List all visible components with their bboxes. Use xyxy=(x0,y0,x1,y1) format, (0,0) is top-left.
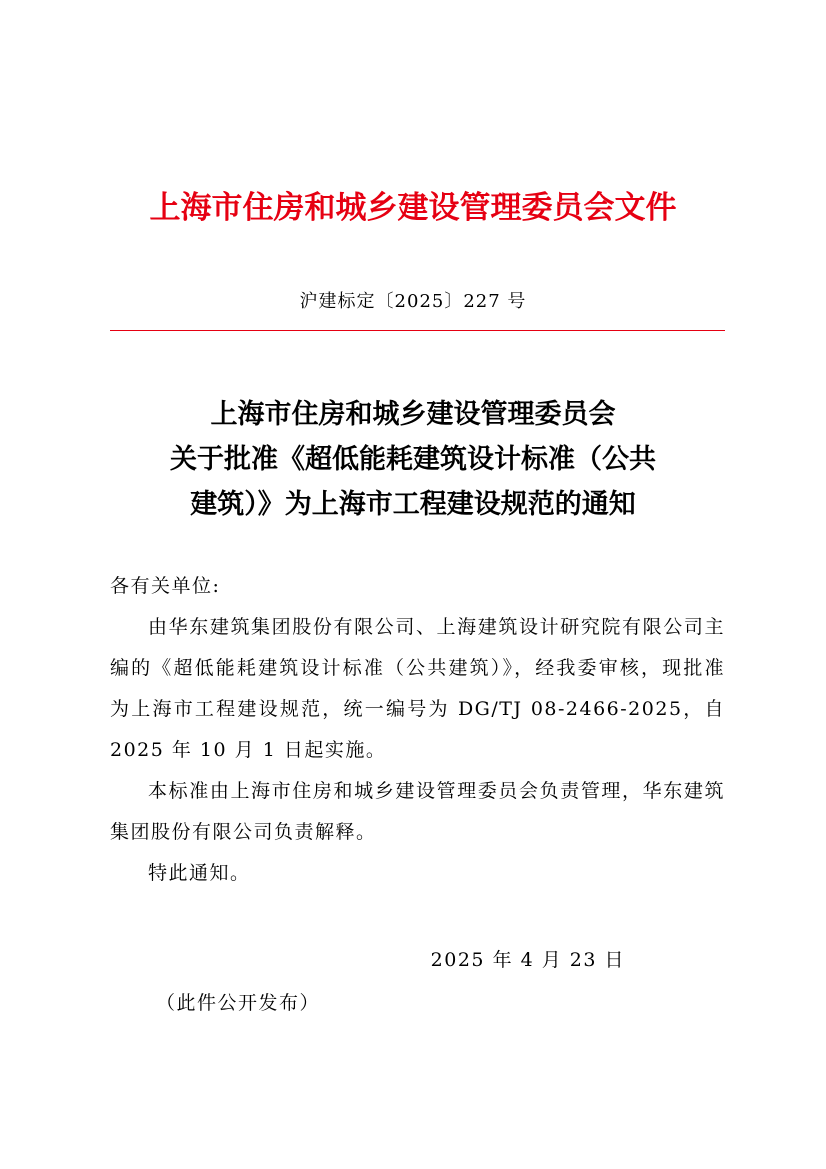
notice-title xyxy=(90,392,736,527)
body-paragraph-approval: 由华东建筑集团股份有限公司、上海建筑设计研究院有限公司主编的《超低能耗建筑设计标准（公共建筑）》，经我委审核，现批准为上海市工程建设规范，统一编号为 DG/TJ 08-2466-2025，自 2025 年 10 月 1 日起实施。 xyxy=(110,616,725,761)
salutation: 各有关单位: xyxy=(110,575,221,597)
notice-body xyxy=(110,566,725,894)
body-paragraph-closing: 特此通知。 xyxy=(148,862,251,884)
body-paragraph-management: 本标准由上海市住房和城乡建设管理委员会负责管理，华东建筑集团股份有限公司负责解释。 xyxy=(110,780,725,843)
notice-title-line-2: 关于批准《超低能耗建筑设计标准（公共 xyxy=(170,444,656,475)
publish-note: （此件公开发布） xyxy=(156,992,321,1014)
issuer-header-title: 上海市住房和城乡建设管理委员会文件 xyxy=(149,190,677,226)
notice-title-line-3: 建筑）》为上海市工程建设规范的通知 xyxy=(190,489,636,520)
issue-date: 2025 年 4 月 23 日 xyxy=(430,949,625,971)
document-number: 沪建标定〔2025〕227 号 xyxy=(299,291,527,312)
notice-title-line-1: 上海市住房和城乡建设管理委员会 xyxy=(210,399,616,430)
red-divider-line xyxy=(110,330,725,331)
